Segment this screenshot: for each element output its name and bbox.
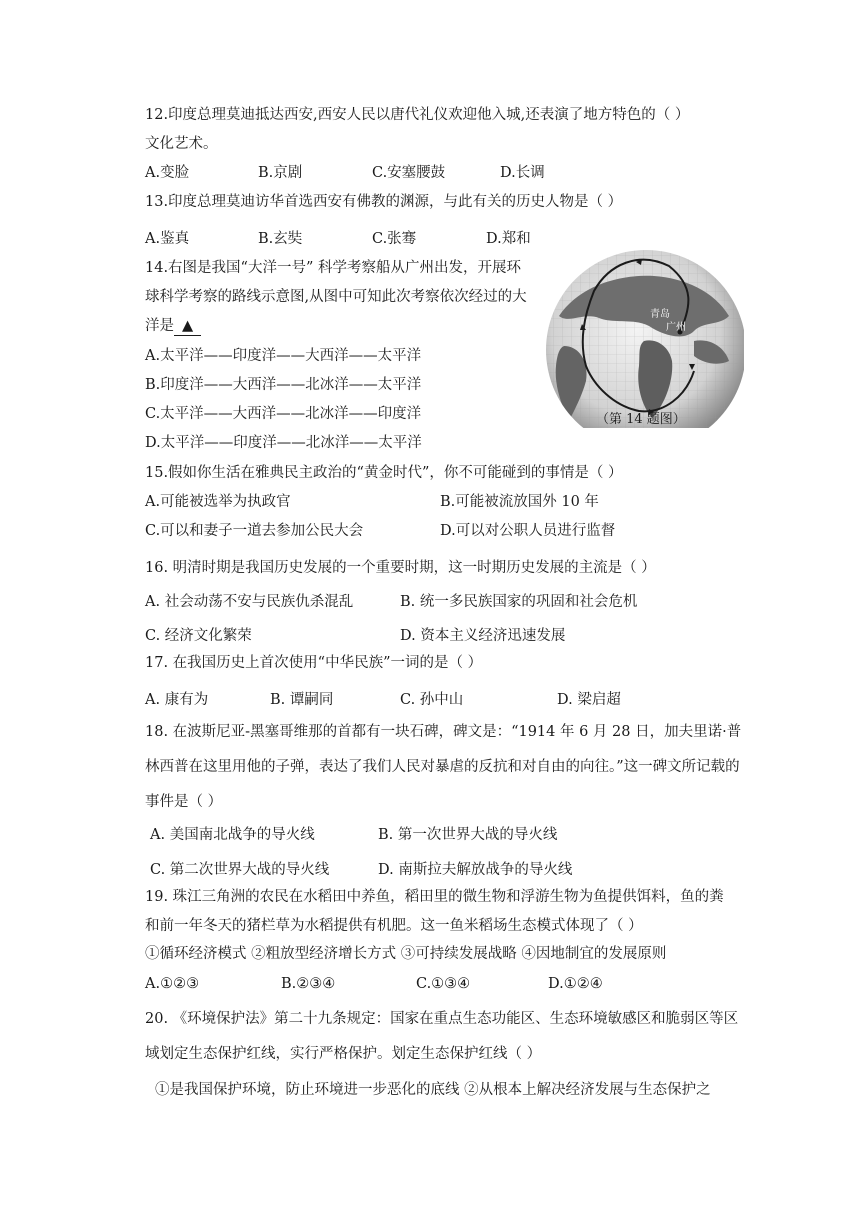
q19-option-d: D.①②④ [548,976,603,992]
q15-option-c: C.可以和妻子一道去参加公民大会 [145,523,364,539]
q13-option-a: A.鉴真 [145,231,190,247]
q18-option-d: D. 南斯拉夫解放战争的导火线 [378,862,573,878]
label-qingdao: 青岛 [650,309,670,320]
q14-option-c: C.太平洋——大西洋——北冰洋——印度洋 [145,406,422,422]
q13-option-c: C.张骞 [372,231,417,247]
q20-stem-line2: 域划定生态保护红线，实行严格保护。划定生态保护红线（ ） [145,1046,542,1062]
q18-stem-line1: 18. 在波斯尼亚-黑塞哥维那的首都有一块石碑，碑文是：“1914 年 6 月 28 日，加夫里诺·普 [145,724,742,740]
q17-option-a: A. 康有为 [145,692,209,708]
q18-stem-line2: 林西普在这里用他的子弹，表达了我们人民对暴虐的反抗和对自由的向往。”这一碑文所记载的 [145,759,740,775]
q14-option-d: D.太平洋——印度洋——北冰洋——太平洋 [145,435,422,451]
q18-option-a: A. 美国南北战争的导火线 [150,827,315,843]
q14-stem-line3-text: 洋是 [145,318,174,334]
q14-stem-line2: 球科学考察的路线示意图,从图中可知此次考察依次经过的大 [145,289,527,305]
q12-option-b: B.京剧 [258,165,303,181]
q17-option-b: B. 谭嗣同 [270,692,334,708]
q18-option-c: C. 第二次世界大战的导火线 [150,862,330,878]
q20-statements: ①是我国保护环境，防止环境进一步恶化的底线 ②从根本上解决经济发展与生态保护之 [155,1082,711,1098]
q14-stem-line1: 14.右图是我国“大洋一号” 科学考察船从广州出发，开展环 [145,260,521,276]
q17-option-c: C. 孙中山 [400,692,464,708]
q19-stem-line2: 和前一年冬天的猪栏草为水稻提供有机肥。这一鱼米稻场生态模式体现了（ ） [145,918,643,934]
q19-option-a: A.①②③ [145,976,200,992]
q19-statements: ①循环经济模式 ②粗放型经济增长方式 ③可持续发展战略 ④因地制宜的发展原则 [145,946,667,962]
q13-stem: 13.印度总理莫迪访华首选西安有佛教的渊源，与此有关的历史人物是（ ） [145,194,623,210]
q16-option-d: D. 资本主义经济迅速发展 [400,628,566,644]
q18-stem-line3: 事件是（ ） [145,794,223,810]
q19-option-c: C.①③④ [416,976,471,992]
q15-option-d: D.可以对公职人员进行监督 [440,523,616,539]
q20-stem-line1: 20. 《环境保护法》第二十九条规定：国家在重点生态功能区、生态环境敏感区和脆弱区等区 [145,1011,739,1027]
q19-option-b: B.②③④ [281,976,336,992]
q16-option-c: C. 经济文化繁荣 [145,628,252,644]
q12-stem-line1: 12.印度总理莫迪抵达西安,西安人民以唐代礼仪欢迎他入城,还表演了地方特色的（ ） [145,107,690,123]
q16-option-a: A. 社会动荡不安与民族仇杀混乱 [145,594,354,610]
q15-option-b: B.可能被流放国外 10 年 [440,494,599,510]
q16-option-b: B. 统一多民族国家的巩固和社会危机 [400,594,638,610]
q12-option-d: D.长调 [500,165,545,181]
q15-stem: 15.假如你生活在雅典民主政治的“黄金时代”，你不可能碰到的事情是（ ） [145,465,623,481]
label-guangzhou: 广州 [666,322,686,333]
globe-figure [544,246,744,428]
q12-option-a: A.变脸 [145,165,190,181]
answer-blank: ▲ [174,317,201,336]
q13-option-d: D.郑和 [486,231,531,247]
q14-option-a: A.太平洋——印度洋——大西洋——太平洋 [145,348,422,364]
q12-option-c: C.安塞腰鼓 [372,165,446,181]
q13-option-b: B.玄奘 [258,231,303,247]
q17-option-d: D. 梁启超 [557,692,621,708]
q18-option-b: B. 第一次世界大战的导火线 [378,827,558,843]
q19-stem-line1: 19. 珠江三角洲的农民在水稻田中养鱼，稻田里的微生物和浮游生物为鱼提供饵料，鱼的粪 [145,889,724,905]
q16-stem: 16. 明清时期是我国历史发展的一个重要时期，这一时期历史发展的主流是（ ） [145,560,656,576]
globe-route-map [544,246,744,428]
figure-caption: （第 14 题图） [596,412,686,427]
q14-option-b: B.印度洋——大西洋——北冰洋——太平洋 [145,377,422,393]
q12-stem-line2: 文化艺术。 [145,136,218,152]
q17-stem: 17. 在我国历史上首次使用“中华民族”一词的是（ ） [145,655,483,671]
q14-stem-line3 [145,316,201,336]
q15-option-a: A.可能被选举为执政官 [145,494,291,510]
